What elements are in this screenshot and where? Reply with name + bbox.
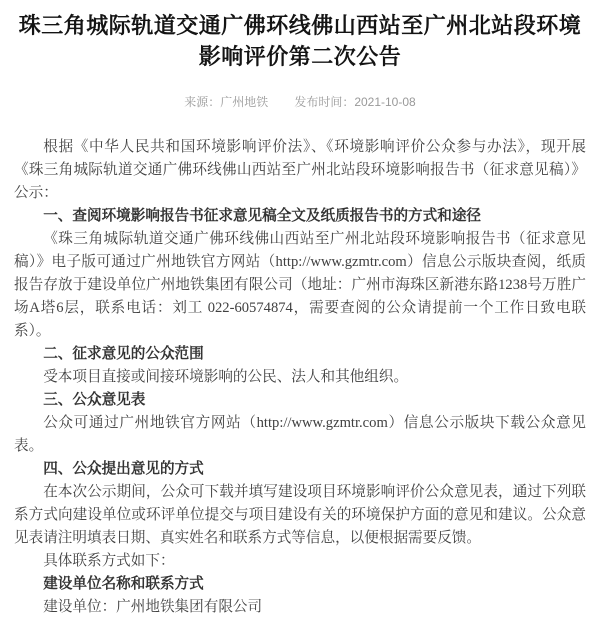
meta-source: 来源：广州地铁	[184, 95, 269, 109]
page-title: 珠三角城际轨道交通广佛环线佛山西站至广州北站段环境影响评价第二次公告	[18, 13, 582, 69]
meta-publish-date: 发布时间：2021-10-08	[294, 95, 416, 109]
section-heading-3: 三、公众意见表	[43, 392, 146, 408]
body-paragraph: 具体联系方式如下：	[43, 553, 175, 569]
article-meta	[0, 95, 600, 109]
body-paragraph: 根据《中华人民共和国环境影响评价法》、《环境影响评价公众参与办法》，现开展《珠三角城际轨道交通广佛环线佛山西站至广州北站段环境影响报告书（征求意见稿）》公示：	[14, 139, 586, 201]
section-heading-1: 一、查阅环境影响报告书征求意见稿全文及纸质报告书的方式和途径	[43, 208, 482, 224]
announcement-article	[0, 10, 600, 619]
body-paragraph: 建设单位：广州地铁集团有限公司	[43, 599, 263, 615]
article-body	[0, 136, 600, 619]
section-heading-contact: 建设单位名称和联系方式	[43, 576, 204, 592]
section-heading-2: 二、征求意见的公众范围	[43, 346, 204, 362]
body-paragraph: 受本项目直接或间接环境影响的公民、法人和其他组织。	[43, 369, 409, 385]
body-paragraph: 公众可通过广州地铁官方网站（http://www.gzmtr.com）信息公示版块下载公众意见表。	[14, 415, 586, 454]
section-heading-4: 四、公众提出意见的方式	[43, 461, 204, 477]
body-paragraph: 《珠三角城际轨道交通广佛环线佛山西站至广州北站段环境影响报告书（征求意见稿）》电子版可通过广州地铁官方网站（http://www.gzmtr.com）信息公示版块查阅，纸质报告存放于建设单位广州地铁集团有限公司（地址：广州市海珠区新港东路1238号万胜广场A塔6层，联系电话：刘工 022-60574874，需要查阅的公众请提前一个工作日致电联系）。	[14, 231, 586, 339]
body-paragraph: 在本次公示期间，公众可下载并填写建设项目环境影响评价公众意见表，通过下列联系方式向建设单位或环评单位提交与项目建设有关的环境保护方面的意见和建议。公众意见表请注明填表日期、真实姓名和联系方式等信息，以便根据需要反馈。	[14, 484, 586, 546]
